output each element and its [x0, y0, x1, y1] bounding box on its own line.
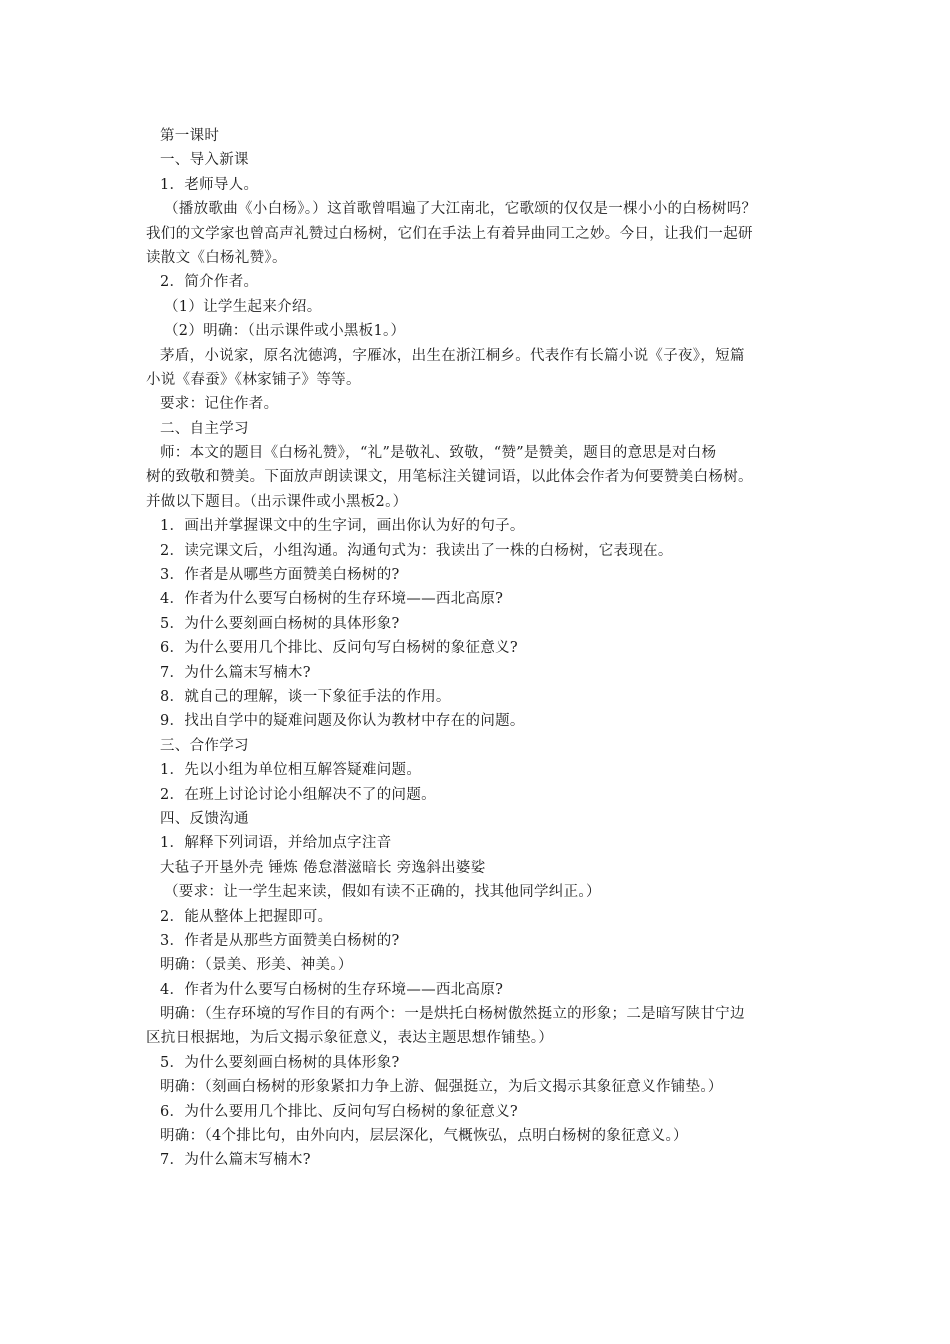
text-line: 3．作者是从哪些方面赞美白杨树的? [160, 567, 400, 584]
text-line: 1．先以小组为单位相互解答疑难问题。 [160, 762, 422, 779]
text-line: 2．简介作者。 [160, 274, 259, 291]
text-line: 并做以下题目。（出示课件或小黑板2。） [146, 493, 408, 510]
text-line: 2．读完课文后，小组沟通。沟通句式为：我读出了一株的白杨树，它表现在。 [160, 542, 673, 559]
text-line: 6．为什么要用几个排比、反问句写白杨树的象征意义? [160, 1103, 518, 1120]
text-line: 4．作者为什么要写白杨树的生存环境——西北高原? [160, 981, 504, 998]
text-line: 一、导入新课 [160, 152, 249, 169]
text-line: 9．找出自学中的疑难问题及你认为教材中存在的问题。 [160, 713, 525, 730]
text-line: 树的致敬和赞美。下面放声朗读课文，用笔标注关键词语，以此体会作者为何要赞美白杨树。 [146, 469, 753, 486]
text-line: 区抗日根据地，为后文揭示象征意义，表达主题思想作铺垫。） [146, 1030, 554, 1047]
text-line: 3．作者是从那些方面赞美白杨树的? [160, 932, 400, 949]
text-line: 7．为什么篇末写楠木? [160, 664, 311, 681]
text-line: （2）明确：（出示课件或小黑板1。） [164, 323, 406, 340]
text-line: 茅盾，小说家，原名沈德鸿，字雁冰，出生在浙江桐乡。代表作有长篇小说《子夜》，短篇 [160, 347, 745, 364]
text-line: 小说《春蚕》《林家铺子》等等。 [146, 371, 361, 388]
text-line: 明确：（生存环境的写作目的有两个：一是烘托白杨树傲然挺立的形象；二是暗写陕甘宁边 [160, 1006, 745, 1023]
text-line: （要求：让一学生起来读，假如有读不正确的，找其他同学纠正。） [164, 884, 601, 901]
text-line: 1．老师导人。 [160, 176, 259, 193]
text-line: 1．画出并掌握课文中的生字词，画出你认为好的句子。 [160, 518, 525, 535]
text-line: （1）让学生起来介绍。 [164, 298, 322, 315]
text-line: 师：本文的题目《白杨礼赞》，“礼”是敬礼、致敬，“赞”是赞美，题目的意思是对白杨 [160, 445, 717, 462]
text-line: 我们的文学家也曾高声礼赞过白杨树，它们在手法上有着异曲同工之妙。今日，让我们一起研 [146, 225, 753, 242]
text-line: 7．为什么篇末写楠木? [160, 1152, 311, 1169]
text-line: 2．能从整体上把握即可。 [160, 908, 333, 925]
text-line: 大毡子开垦外壳 锤炼 倦怠潜滋暗长 旁逸斜出婆娑 [160, 859, 486, 876]
text-line: 1．解释下列词语，并给加点字注音 [160, 835, 392, 852]
text-line: 明确：（4个排比句，由外向内，层层深化，气概恢弘，点明白杨树的象征意义。） [160, 1128, 688, 1145]
text-line: 二、自主学习 [160, 420, 249, 437]
text-line: 8．就自己的理解，谈一下象征手法的作用。 [160, 688, 451, 705]
text-line: 5．为什么要刻画白杨树的具体形象? [160, 615, 400, 632]
text-line: 5．为什么要刻画白杨树的具体形象? [160, 1054, 400, 1071]
text-line: 第一课时 [160, 128, 220, 144]
text-line: 4．作者为什么要写白杨树的生存环境——西北高原? [160, 591, 504, 608]
text-line: 明确：（刻画白杨树的形象紧扣力争上游、倔强挺立，为后文揭示其象征意义作铺垫。） [160, 1079, 723, 1096]
text-line: （播放歌曲《小白杨》。）这首歌曾唱遍了大江南北，它歌颂的仅仅是一棵小小的白杨树吗？ [164, 201, 757, 218]
text-line: 读散文《白杨礼赞》。 [146, 249, 287, 266]
text-line: 要求：记住作者。 [160, 396, 279, 413]
text-line: 2．在班上讨论讨论小组解决不了的问题。 [160, 786, 436, 803]
document-body [146, 124, 810, 1173]
text-line: 三、合作学习 [160, 737, 249, 754]
text-line: 四、反馈沟通 [160, 810, 249, 827]
text-line: 明确：（景美、形美、神美。） [160, 957, 353, 974]
text-line: 6．为什么要用几个排比、反问句写白杨树的象征意义? [160, 640, 518, 657]
